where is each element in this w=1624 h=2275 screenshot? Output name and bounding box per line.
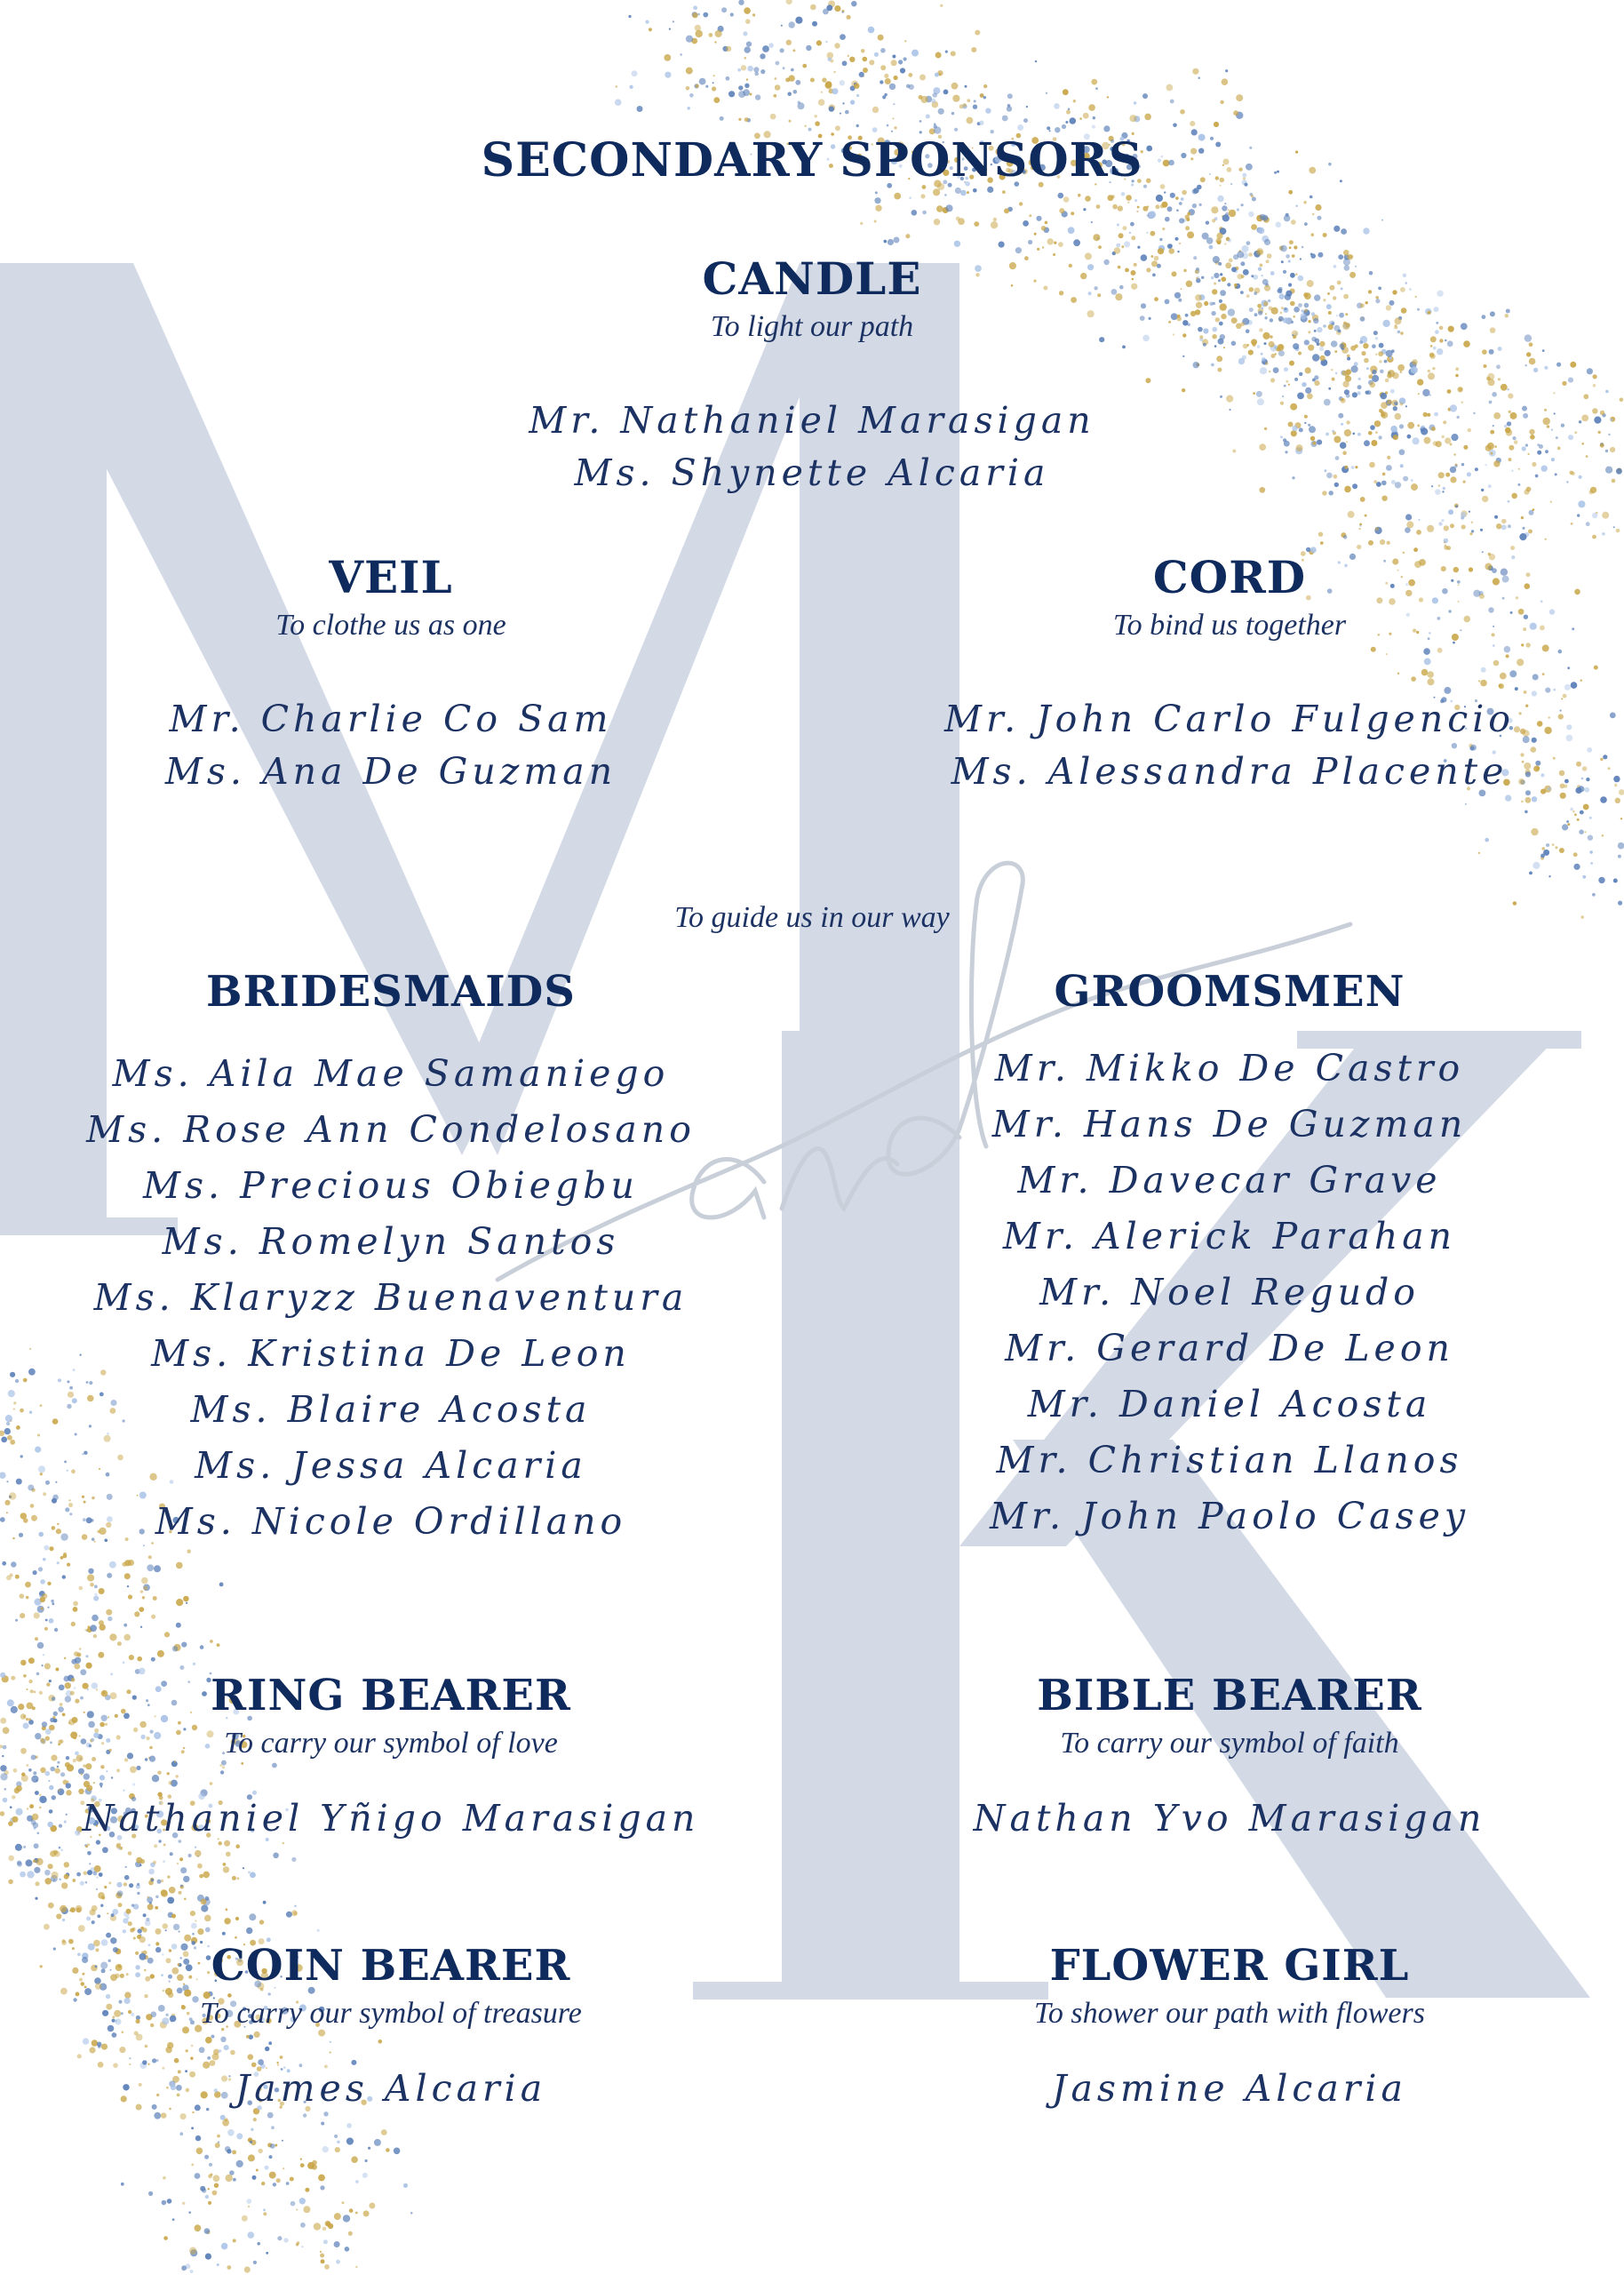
list-item: Mr. Noel Regudo <box>1039 1270 1420 1313</box>
ring-bearer-heading: RING BEARER <box>211 1671 571 1720</box>
list-item: Mr. John Paolo Casey <box>989 1494 1470 1537</box>
veil-heading: VEIL <box>329 551 453 603</box>
candle-section <box>457 254 1167 499</box>
list-item: Mr. Gerard De Leon <box>1005 1326 1454 1369</box>
groomsmen-heading: GROOMSMEN <box>1054 967 1405 1017</box>
list-item: Mr. Daniel Acosta <box>1027 1382 1432 1425</box>
list-item: Ms. Nicole Ordillano <box>155 1499 627 1543</box>
name-line: Mr. Nathaniel Marasigan <box>529 398 1095 442</box>
ring-bearer-section <box>53 1672 728 1845</box>
bible-bearer-section <box>892 1672 1567 1845</box>
coin-bearer-name: James Alcaria <box>235 2067 547 2111</box>
candle-subtitle: To light our path <box>710 310 914 343</box>
veil-section <box>53 553 728 798</box>
coin-bearer-section <box>53 1943 728 2115</box>
flower-girl-name: Jasmine Alcaria <box>1052 2067 1407 2111</box>
cord-subtitle: To bind us together <box>1112 609 1347 642</box>
bridesmaids-section <box>53 969 728 1550</box>
list-item: Ms. Klaryzz Buenaventura <box>93 1275 689 1319</box>
list-item: Mr. Mikko De Castro <box>994 1046 1465 1090</box>
list-item: Ms. Blaire Acosta <box>190 1387 592 1431</box>
list-item: Ms. Rose Ann Condelosano <box>86 1107 696 1151</box>
veil-names <box>53 693 728 798</box>
coin-bearer-heading: COIN BEARER <box>211 1941 571 1991</box>
name-line: Ms. Shynette Alcaria <box>574 451 1050 494</box>
coin-bearer-subtitle: To carry our symbol of treasure <box>200 1996 582 2030</box>
bible-bearer-subtitle: To carry our symbol of faith <box>1060 1726 1399 1760</box>
page-title-block <box>0 135 1624 186</box>
bible-bearer-heading: BIBLE BEARER <box>1037 1671 1422 1720</box>
list-item: Ms. Aila Mae Samaniego <box>112 1051 670 1095</box>
bridesmaids-names <box>53 1046 728 1550</box>
groomsmen-names <box>892 1041 1567 1545</box>
list-item: Ms. Kristina De Leon <box>151 1331 631 1375</box>
cord-section <box>892 553 1567 798</box>
cord-names <box>892 693 1567 798</box>
list-item: Ms. Romelyn Santos <box>162 1219 620 1263</box>
guide-caption-block <box>0 894 1624 938</box>
guide-caption: To guide us in our way <box>674 901 950 934</box>
name-line: Ms. Ana De Guzman <box>164 749 617 793</box>
flower-girl-subtitle: To shower our path with flowers <box>1034 1996 1425 2030</box>
groomsmen-section <box>892 969 1567 1545</box>
list-item: Mr. Alerick Parahan <box>1002 1214 1457 1257</box>
ring-bearer-name: Nathaniel Yñigo Marasigan <box>82 1797 700 1840</box>
flower-girl-heading: FLOWER GIRL <box>1049 1941 1410 1991</box>
list-item: Ms. Precious Obiegbu <box>143 1163 639 1207</box>
name-line: Mr. Charlie Co Sam <box>169 697 613 740</box>
ring-bearer-subtitle: To carry our symbol of love <box>224 1726 558 1760</box>
cord-heading: CORD <box>1152 551 1307 603</box>
list-item: Mr. Hans De Guzman <box>991 1102 1468 1145</box>
name-line: Mr. John Carlo Fulgencio <box>944 697 1515 740</box>
list-item: Ms. Jessa Alcaria <box>195 1443 587 1487</box>
candle-heading: CANDLE <box>702 252 922 305</box>
name-line: Ms. Alessandra Placente <box>951 749 1509 793</box>
bible-bearer-name: Nathan Yvo Marasigan <box>973 1797 1486 1840</box>
candle-names <box>457 395 1167 499</box>
list-item: Mr. Davecar Grave <box>1017 1158 1442 1201</box>
veil-subtitle: To clothe us as one <box>275 609 506 642</box>
page-title: SECONDARY SPONSORS <box>481 133 1143 188</box>
flower-girl-section <box>892 1943 1567 2115</box>
list-item: Mr. Christian Llanos <box>996 1438 1463 1481</box>
bridesmaids-heading: BRIDESMAIDS <box>206 967 576 1017</box>
